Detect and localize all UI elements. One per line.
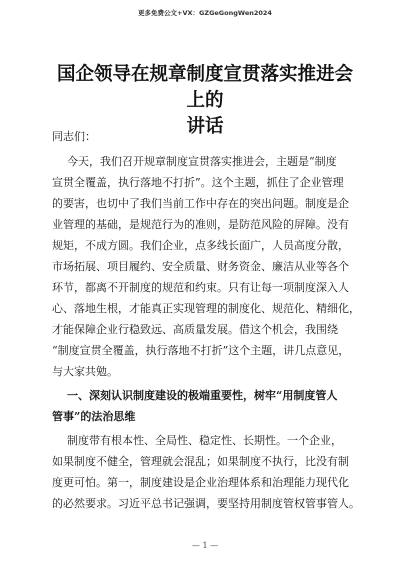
- paragraph-line: 的必然要求。习近平总书记强调，要坚持用制度管权管事管人。: [52, 497, 360, 510]
- paragraph-line: 今天，我们召开规章制度宣贯落实推进会，主题是“制度: [67, 155, 337, 168]
- paragraph-line: 度更可怕。第一，制度建设是企业治理体系和治理能力现代化: [52, 476, 349, 489]
- paragraph-line: 业管理的基础，是规范行为的准则，是防范风险的屏障。没有: [52, 218, 349, 231]
- paragraph-line: 规矩，不成方圆。我们企业，点多线长面广，人员高度分散，: [52, 239, 349, 252]
- paragraph-line: 才能保障企业行稳致远、高质量发展。借这个机会，我围绕: [52, 323, 338, 336]
- document-title: [48, 62, 362, 140]
- title-line-2: 讲话: [186, 116, 224, 137]
- page-header: 更多免费公文+VX：GZGeGongWen2024: [138, 9, 272, 17]
- section-heading-line: 一、深刻认识制度建设的极端重要性，树牢“用制度管人: [67, 389, 338, 402]
- salutation: 同志们：: [52, 130, 96, 143]
- paragraph-line: 如果制度不健全，管理就会混乱；如果制度不执行，比没有制: [52, 455, 349, 468]
- paragraph-line: 宣贯全覆盖，执行落地不打折”。这个主题，抓住了企业管理: [52, 176, 344, 189]
- title-line-1: 国企领导在规章制度宣贯落实推进会上的: [56, 64, 353, 111]
- paragraph-line: 心、落地生根，才能真正实现管理的制度化、规范化、精细化，: [52, 302, 360, 315]
- paragraph-line: 市场拓展、项目履约、安全质量、财务资金、廉洁从业等各个: [52, 260, 349, 273]
- paragraph-line: “制度宣贯全覆盖，执行落地不打折”这个主题，讲几点意见，: [52, 344, 350, 357]
- paragraph-line: 与大家共勉。: [52, 365, 118, 378]
- paragraph-line: 的要害，也切中了我们当前工作中存在的突出问题。制度是企: [52, 197, 349, 210]
- section-heading-line: 管事”的法治思维: [52, 410, 136, 423]
- page-number: — 1 —: [191, 541, 219, 550]
- paragraph-line: 制度带有根本性、全局性、稳定性、长期性。一个企业，: [67, 434, 342, 447]
- paragraph-line: 环节，都离不开制度的规范和约束。只有让每一项制度深入人: [52, 281, 349, 294]
